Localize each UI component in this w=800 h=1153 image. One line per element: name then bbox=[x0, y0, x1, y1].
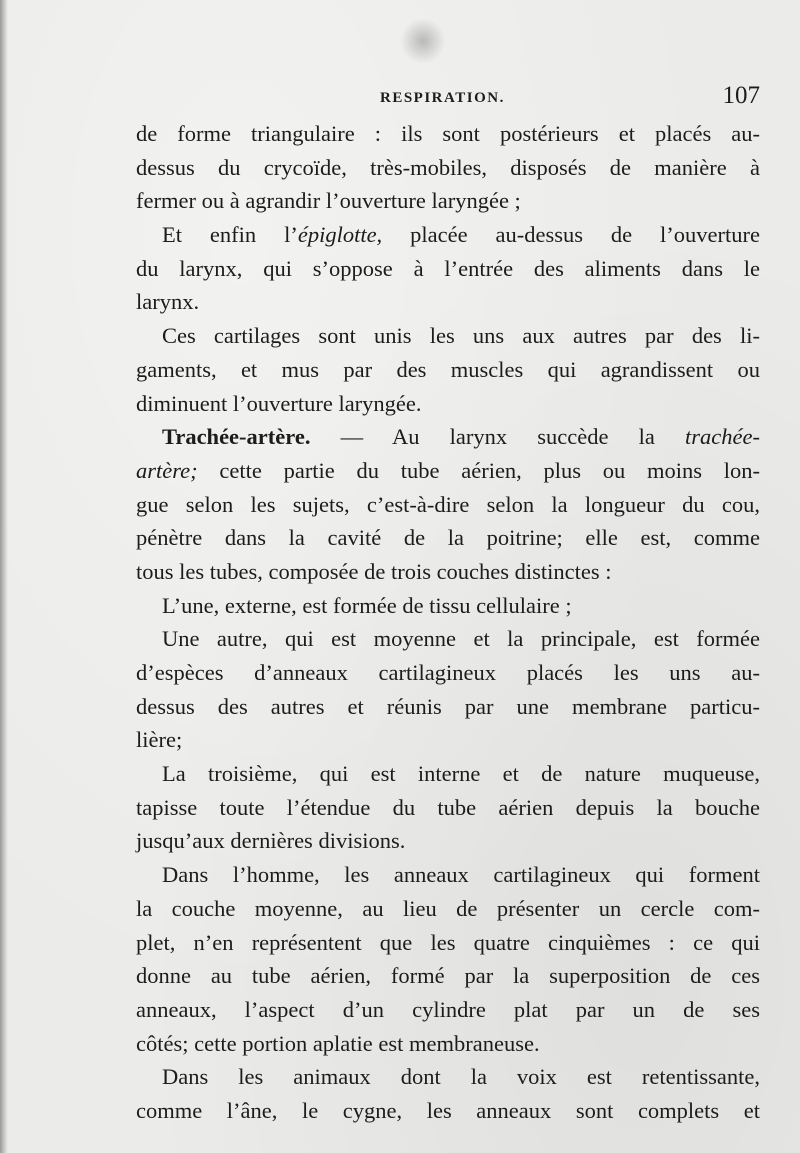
text-line: Dans l’homme, les anneaux cartilagineux qui forment bbox=[162, 862, 760, 888]
body-text bbox=[136, 117, 760, 1128]
text-line: du larynx, qui s’oppose à l’entrée des aliments dans le bbox=[136, 255, 760, 281]
text-line: anneaux, l’aspect d’un cylindre plat par un de ses bbox=[136, 996, 760, 1022]
text-line: gue selon les sujets, c’est-à-dire selon la longueur du cou, bbox=[136, 491, 760, 517]
text-line: donne au tube aérien, formé par la superposition de ces bbox=[136, 963, 760, 989]
text-line: La troisième, qui est interne et de nature muqueuse, bbox=[162, 761, 760, 787]
text-run: — Au larynx succède la bbox=[310, 424, 686, 450]
text-line: Dans les animaux dont la voix est retentissante, bbox=[162, 1064, 760, 1090]
text-line: fermer ou à agrandir l’ouverture laryngée ; bbox=[136, 188, 521, 214]
text-line: gaments, et mus par des muscles qui agrandissent ou bbox=[136, 356, 760, 382]
text-line: Ces cartilages sont unis les uns aux autres par des li- bbox=[162, 323, 760, 349]
text-line: de forme triangulaire : ils sont postérieurs et placés au- bbox=[136, 121, 760, 146]
italic-term: épiglotte, bbox=[297, 222, 383, 248]
text-line: tous les tubes, composée de trois couches distinctes : bbox=[136, 558, 612, 584]
text-line: comme l’âne, le cygne, les anneaux sont complets et bbox=[136, 1097, 760, 1123]
text-line bbox=[136, 454, 760, 488]
italic-term: trachée- bbox=[685, 424, 760, 450]
text-line: d’espèces d’anneaux cartilagineux placés les uns au- bbox=[136, 660, 760, 685]
text-line: tapisse toute l’étendue du tube aérien depuis la bouche bbox=[136, 794, 760, 820]
text-run: cette partie du tube aérien, plus ou moins lon- bbox=[197, 457, 760, 483]
text-run: Et enfin l’ bbox=[162, 222, 298, 248]
running-head: RESPIRATION. bbox=[380, 90, 505, 106]
page-number: 107 bbox=[722, 82, 760, 109]
text-run: placée au-dessus de l’ouverture bbox=[382, 222, 760, 248]
text-line: larynx. bbox=[136, 289, 200, 315]
text-line: la couche moyenne, au lieu de présenter un cercle com- bbox=[136, 895, 760, 921]
text-line: jusqu’aux dernières divisions. bbox=[136, 828, 406, 854]
text-line: lière; bbox=[136, 727, 183, 753]
text-line: Une autre, qui est moyenne et la principale, est formée bbox=[162, 626, 760, 652]
page-header bbox=[136, 82, 760, 112]
text-line: plet, n’en représentent que les quatre cinquièmes : ce qui bbox=[136, 929, 760, 955]
text-line: côtés; cette portion aplatie est membraneuse. bbox=[136, 1030, 540, 1056]
section-heading: Trachée-artère. bbox=[162, 424, 311, 450]
text-line: dessus des autres et réunis par une membrane particu- bbox=[136, 693, 760, 719]
text-line bbox=[136, 218, 760, 252]
text-line: diminuent l’ouverture laryngée. bbox=[136, 390, 422, 416]
italic-term: artère; bbox=[136, 457, 198, 483]
page-binding-shadow bbox=[0, 0, 8, 1153]
text-line: pénètre dans la cavité de la poitrine; elle est, comme bbox=[136, 525, 760, 551]
text-line bbox=[136, 420, 760, 454]
ink-smudge bbox=[400, 18, 446, 64]
text-line: dessus du crycoïde, très-mobiles, disposés de manière à bbox=[136, 154, 760, 180]
text-line: L’une, externe, est formée de tissu cellulaire ; bbox=[162, 592, 572, 618]
